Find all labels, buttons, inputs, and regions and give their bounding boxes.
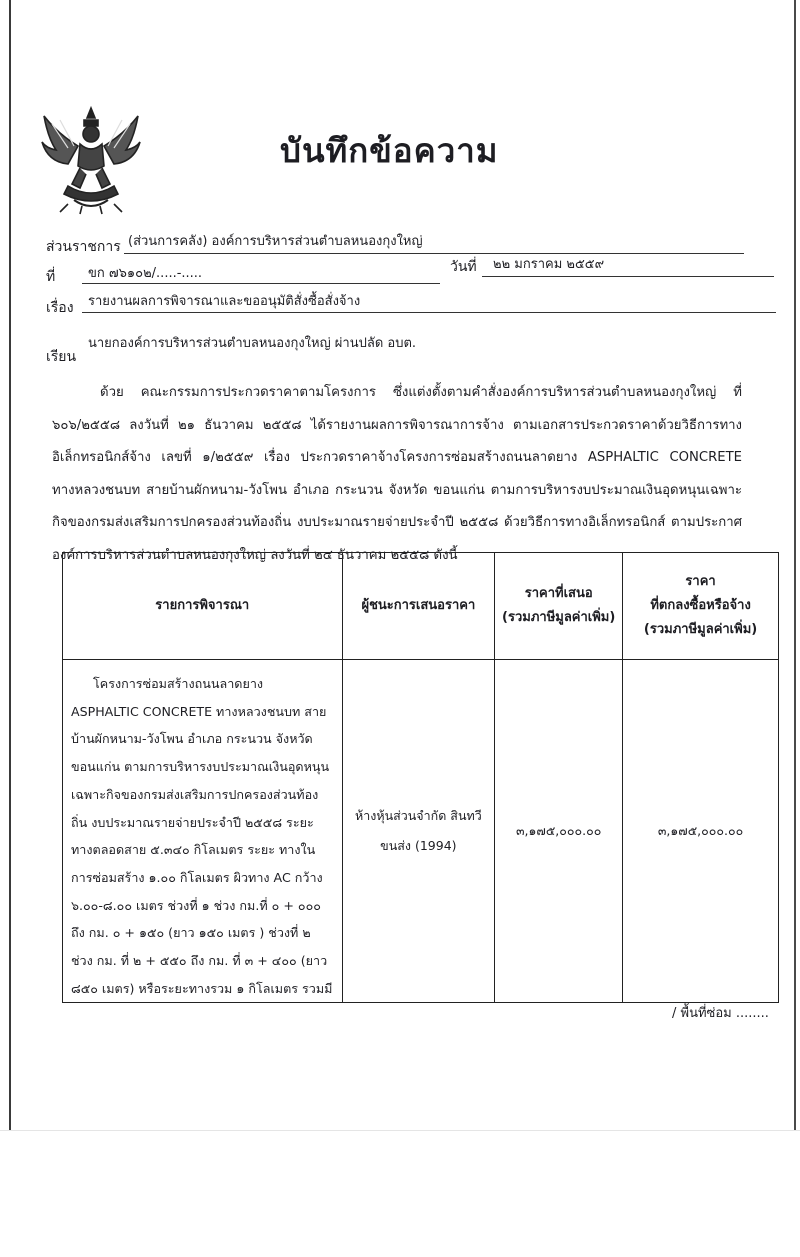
row-agreed-price: ๓,๑๗๕,๐๐๐.๐๐ — [623, 660, 779, 1003]
row-winner: ห้างหุ้นส่วนจำกัด สินทวี ขนส่ง (1994) — [342, 660, 495, 1003]
ref-label: ที่ — [46, 269, 56, 285]
table-row — [63, 660, 779, 1003]
header-item: รายการพิจารณา — [63, 553, 343, 660]
date-label: วันที่ — [450, 259, 477, 275]
ref-underline — [82, 283, 440, 284]
ref-value: ขก ๗๖๑๐๒/.....-..... — [88, 266, 203, 281]
page-edge-right — [794, 0, 796, 1130]
department-value: (ส่วนการคลัง) องค์การบริหารส่วนตำบลหนองกุงใหญ่ — [128, 234, 423, 249]
row-item-description: โครงการซ่อมสร้างถนนลาดยาง ASPHALTIC CONCRETE ทางหลวงชนบท สายบ้านผักหนาม-วังโพน อำเภอ กระนวน จังหวัด ขอนแก่น ตามการบริหารงบประมาณเงินอุดหนุนเฉพาะกิจของกรมส่งเสริมการปกครองส่วนท้องถิ่น งบประมาณรายจ่ายประจำปี ๒๕๕๘ ระยะทางตลอดสาย ๕.๓๔๐ กิโลเมตร ระยะ ทางในการซ่อมสร้าง ๑.๐๐ กิโลเมตร ผิวทาง AC กว้าง ๖.๐๐-๘.๐๐ เมตร ช่วงที่ ๑ ช่วง กม.ที่ ๐ + ๐๐๐ ถึง กม. ๐ + ๑๕๐ (ยาว ๑๕๐ เมตร ) ช่วงที่ ๒ ช่วง กม. ที่ ๒ + ๕๕๐ ถึง กม. ที่ ๓ + ๔๐๐ (ยาว ๘๕๐ เมตร) หรือระยะทางรวม ๑ กิโลเมตร รวมมี — [63, 660, 343, 1003]
page-edge-left — [9, 0, 11, 1130]
memo-body — [52, 377, 742, 573]
header-winner: ผู้ชนะการเสนอราคา — [342, 553, 495, 660]
department-label: ส่วนราชการ — [46, 239, 121, 255]
header-agreed-price: ราคา ที่ตกลงซื้อหรือจ้าง (รวมภาษีมูลค่าเพิ่ม) — [623, 553, 779, 660]
memo-title: บันทึกข้อความ — [280, 131, 499, 170]
continuation-note: / พื้นที่ซ่อม ........ — [672, 1006, 769, 1021]
row-offer-price: ๓,๑๗๕,๐๐๐.๐๐ — [495, 660, 623, 1003]
date-value: ๒๒ มกราคม ๒๕๕๙ — [493, 257, 605, 272]
garuda-emblem-icon — [38, 104, 144, 216]
to-value: นายกองค์การบริหารส่วนตำบลหนองกุงใหญ่ ผ่านปลัด อบต. — [88, 336, 417, 351]
subject-label: เรื่อง — [46, 300, 74, 316]
header-offer-price: ราคาที่เสนอ (รวมภาษีมูลค่าเพิ่ม) — [495, 553, 623, 660]
date-underline — [482, 276, 774, 277]
table-header-row — [63, 553, 779, 660]
page-bottom-edge — [0, 1130, 800, 1131]
subject-underline — [82, 312, 776, 313]
subject-value: รายงานผลการพิจารณาและขออนุมัติสั่งซื้อสั่งจ้าง — [88, 294, 361, 309]
to-label: เรียน — [46, 349, 77, 365]
procurement-table — [62, 552, 779, 998]
department-underline — [124, 253, 744, 254]
memo-body-text: ด้วย คณะกรรมการประกวดราคาตามโครงการ ซึ่งแต่งตั้งตามคำสั่งองค์การบริหารส่วนตำบลหนองกุงใหญ่ ที่ ๖๐๖/๒๕๕๘ ลงวันที่ ๒๑ ธันวาคม ๒๕๕๘ ได้รายงานผลการพิจารณาการจ้าง ตามเอกสารประกวดราคาด้วยวิธีการทางอิเล็กทรอนิกส์จ้าง เลขที่ ๑/๒๕๕๙ เรื่อง ประกวดราคาจ้างโครงการซ่อมสร้างถนนลาดยาง ASPHALTIC CONCRETE ทางหลวงชนบท สายบ้านผักหนาม-วังโพน อำเภอ กระนวน จังหวัด ขอนแก่น ตามการบริหารงบประมาณเงินอุดหนุนเฉพาะกิจของกรมส่งเสริมการปกครองส่วนท้องถิ่น งบประมาณรายจ่ายประจำปี ๒๕๕๘ ด้วยวิธีการทางอิเล็กทรอนิกส์ ตามประกาศองค์การบริหารส่วนตำบลหนองกุงใหญ่ ลงวันที่ ๒๔ ธันวาคม ๒๕๕๘ ดังนี้ — [52, 385, 742, 563]
